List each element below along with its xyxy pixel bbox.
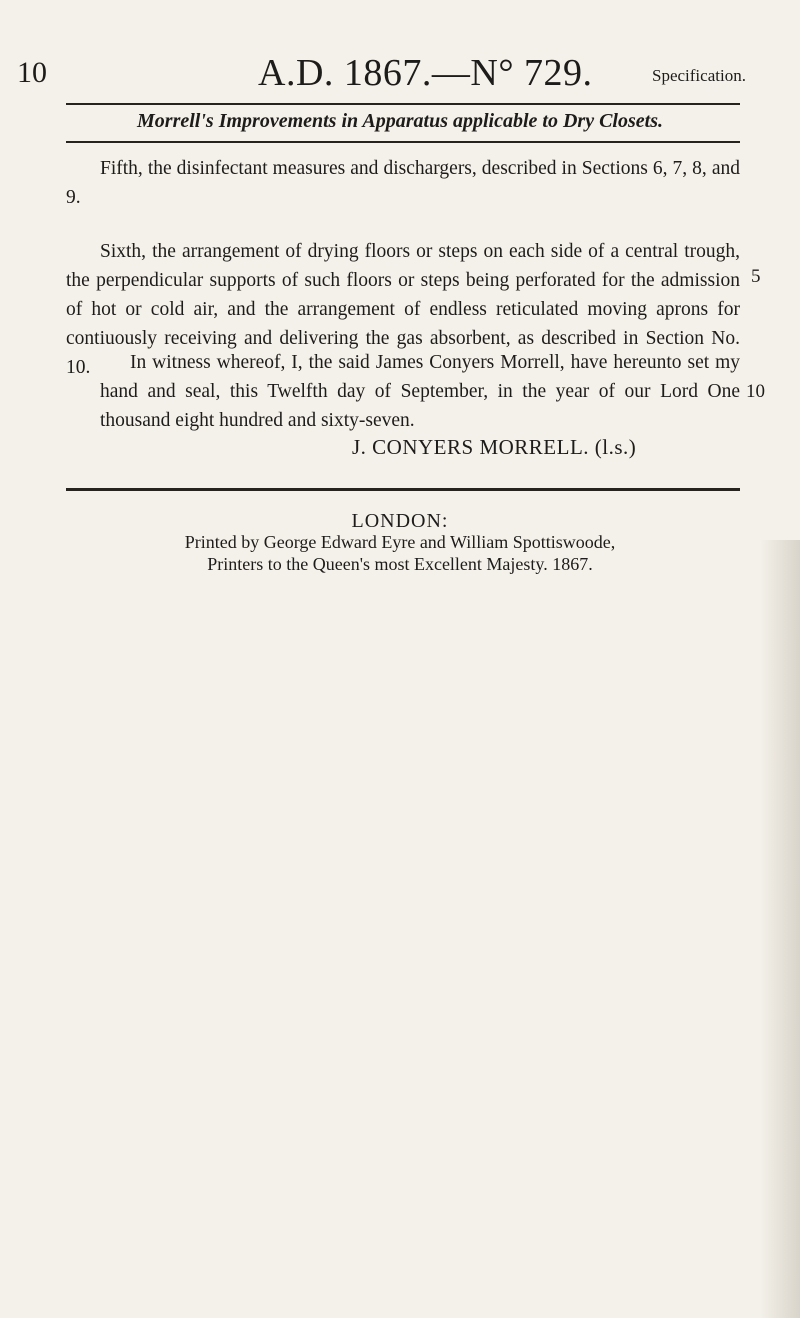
document-subtitle: Morrell's Improvements in Apparatus applicable to Dry Closets. bbox=[137, 110, 663, 132]
line-number-10: 10 bbox=[746, 381, 765, 402]
imprint-majesty: Printers to the Queen's most Excellent Majesty. 1867. bbox=[207, 554, 593, 574]
specification-label: Specification. bbox=[652, 66, 746, 85]
paragraph-witness: In witness whereof, I, the said James Conyers Morrell, have hereunto set my hand and seal, this Twelfth day of September, in the year of our Lord One thousand eight hundred and sixty-seven. bbox=[100, 352, 740, 431]
footer-rule bbox=[66, 488, 740, 491]
paragraph-sixth: Sixth, the arrangement of drying floors or steps on each side of a central trough, the perpendicular supports of such floors or steps being perforated for the admission of hot or cold air, and the arrangement of endless reticulated moving aprons for contiuously receiving and delivering the gas absorbent, as described in Section No. 10. bbox=[66, 241, 740, 378]
signature: J. CONYERS MORRELL. (l.s.) bbox=[352, 435, 637, 459]
page-number: 10 bbox=[17, 56, 47, 89]
imprint-printers: Printed by George Edward Eyre and William Spottiswoode, bbox=[184, 532, 616, 552]
line-number-5: 5 bbox=[751, 266, 761, 287]
paragraph-fifth: Fifth, the disinfectant measures and dischargers, described in Sections 6, 7, 8, and 9. bbox=[66, 158, 740, 208]
subtitle-rule bbox=[66, 141, 740, 143]
imprint-place: LONDON: bbox=[351, 510, 449, 532]
page-edge-shadow bbox=[760, 540, 800, 1318]
running-title: A.D. 1867.—N° 729. bbox=[258, 52, 593, 94]
header-rule bbox=[66, 103, 740, 105]
